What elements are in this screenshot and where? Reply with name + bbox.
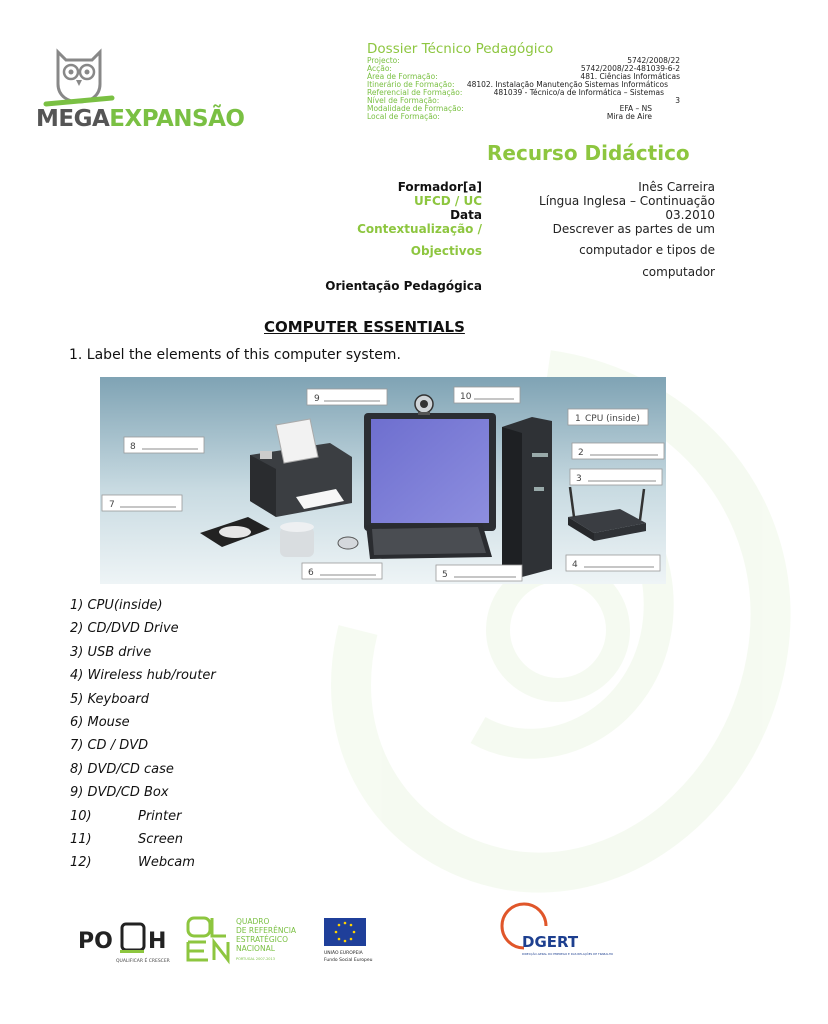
meta-row: Projecto: 5742/2008/22	[367, 56, 680, 65]
list-item: 11) Screen	[70, 831, 183, 847]
meta-row: Referencial de Formação: 481039 - Técnico/a de Informática – Sistemas	[367, 88, 664, 97]
svg-text:DE REFERÊNCIA: DE REFERÊNCIA	[236, 926, 297, 935]
list-item: 9) DVD/CD Box	[70, 785, 169, 801]
svg-text:7: 7	[109, 500, 115, 510]
list-item: 3) USB drive	[70, 644, 152, 660]
mouse-icon	[338, 537, 358, 549]
figure-label-4	[566, 555, 660, 571]
orientacao-label: Orientação Pedagógica	[325, 279, 482, 293]
svg-text:ESTRATÉGICO: ESTRATÉGICO	[236, 935, 289, 944]
context-label: Contextualização /	[357, 222, 482, 236]
svg-text:1: 1	[575, 414, 581, 424]
figure-label-5	[436, 565, 522, 581]
list-item: 5) Keyboard	[70, 691, 150, 707]
svg-text:DIRECÇÃO-GERAL DO EMPREGO E DA: DIRECÇÃO-GERAL DO EMPREGO E DAS RELAÇÕES DE TRABALHO	[522, 952, 614, 956]
owl-icon	[44, 44, 114, 108]
data-value: 03.2010	[665, 208, 715, 222]
figure-label-9	[307, 389, 387, 405]
page-title: COMPUTER ESSENTIALS	[264, 318, 465, 336]
meta-row: Área de Formação: 481. Ciências Informáticas	[367, 72, 680, 81]
figure-label-2	[572, 443, 664, 459]
ufcd-label: UFCD / UC	[414, 194, 482, 208]
svg-text:DGERT: DGERT	[522, 933, 579, 951]
svg-text:10: 10	[460, 392, 472, 402]
list-item: 2) CD/DVD Drive	[70, 621, 179, 637]
question-text: 1. Label the elements of this computer system.	[69, 347, 401, 363]
list-item: 6) Mouse	[70, 714, 130, 730]
list-item: 4) Wireless hub/router	[70, 668, 216, 684]
svg-text:2: 2	[578, 448, 584, 458]
resource-title: Recurso Didáctico	[487, 141, 690, 165]
meta-row: Local de Formação: Mira de Aire	[367, 112, 652, 121]
svg-text:CPU (inside): CPU (inside)	[585, 414, 640, 424]
figure-label-1	[568, 409, 648, 425]
svg-text:QUADRO: QUADRO	[236, 917, 270, 926]
list-item: 10) Printer	[70, 808, 182, 824]
svg-text:Fundo Social Europeu: Fundo Social Europeu	[324, 958, 373, 963]
logo-wordmark: MEGAEXPANSÃO	[36, 106, 245, 132]
objectivos-label: Objectivos	[410, 244, 482, 258]
answer-list	[70, 598, 216, 879]
context-value-3: computador	[642, 265, 715, 279]
dossier-title: Dossier Técnico Pedagógico	[367, 41, 554, 57]
figure-label-3	[570, 469, 662, 485]
project-metadata	[367, 57, 732, 121]
meta-row: Itinerário de Formação: 48102. Instalação Manutenção Sistemas Informáticos	[367, 80, 668, 89]
cpu-tower-icon	[502, 417, 552, 577]
svg-text:4: 4	[572, 560, 578, 570]
svg-text:PO: PO	[78, 929, 113, 954]
list-item: 7) CD / DVD	[70, 738, 149, 754]
figure-label-8	[124, 437, 204, 453]
formador-value: Inês Carreira	[638, 180, 715, 194]
svg-text:9: 9	[314, 394, 320, 404]
meta-row: Acção: 5742/2008/22-481039-6-2	[367, 64, 680, 73]
keyboard-icon	[366, 523, 492, 559]
svg-text:PORTUGAL 2007-2013: PORTUGAL 2007-2013	[236, 957, 275, 961]
list-item: 12) Webcam	[70, 855, 195, 871]
svg-text:8: 8	[130, 442, 136, 452]
context-value-1: Descrever as partes de um	[552, 222, 715, 236]
ufcd-value: Língua Inglesa – Continuação	[539, 194, 715, 208]
meta-row: Modalidade de Formação: EFA – NS	[367, 104, 652, 113]
figure-label-7	[102, 495, 182, 511]
svg-text:5: 5	[442, 570, 448, 580]
computer-system-illustration	[100, 377, 666, 584]
context-value-2: computador e tipos de	[579, 243, 715, 257]
eu-flag-icon	[324, 918, 373, 963]
figure-label-6	[302, 563, 382, 579]
footer-logos	[76, 912, 614, 972]
data-label: Data	[450, 208, 482, 222]
poph-logo	[78, 924, 170, 964]
svg-text:QUALIFICAR É CRESCER: QUALIFICAR É CRESCER	[116, 959, 170, 964]
meta-row: Nível de Formação: 3	[367, 96, 680, 105]
svg-text:6: 6	[308, 568, 314, 578]
svg-text:3: 3	[576, 474, 582, 484]
svg-text:UNIÃO EUROPEIA: UNIÃO EUROPEIA	[324, 951, 363, 956]
formador-label: Formador[a]	[397, 180, 482, 194]
list-item: 1) CPU(inside)	[70, 598, 163, 613]
figure-label-10	[454, 387, 520, 403]
svg-text:H: H	[148, 929, 167, 954]
megaexpansao-logo	[36, 44, 245, 136]
qren-logo	[188, 917, 297, 961]
list-item: 8) DVD/CD case	[70, 761, 174, 777]
dvd-spindle-icon	[280, 522, 314, 557]
svg-text:NACIONAL: NACIONAL	[236, 944, 275, 953]
